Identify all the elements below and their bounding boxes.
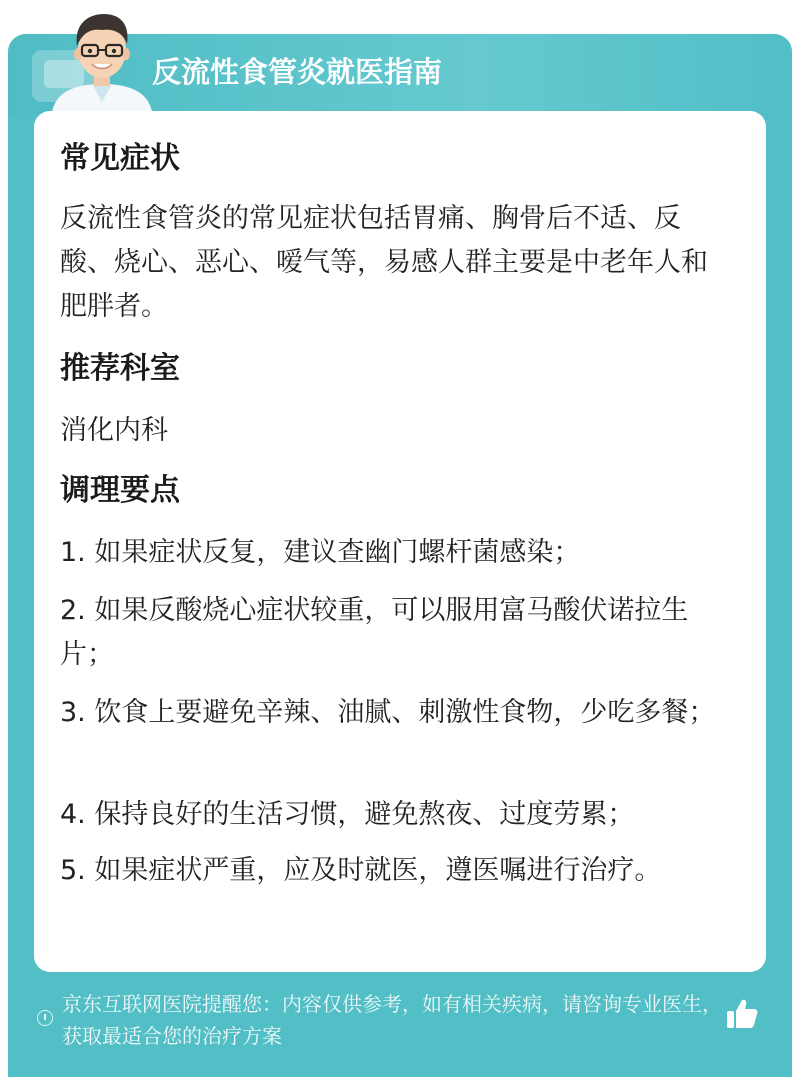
section-title-symptoms: 常见症状 (60, 141, 180, 176)
page-title: 反流性食管炎就医指南 (152, 55, 443, 89)
doctor-avatar-icon (44, 6, 160, 112)
symptoms-text: 反流性食管炎的常见症状包括胃痛、胸骨后不适、反酸、烧心、恶心、嗳气等，易感人群主要是中老年人和肥胖者。 (60, 203, 708, 322)
content-card (34, 111, 766, 972)
list-item: 5. 如果症状严重，应及时就医，遵医嘱进行治疗。 (60, 855, 662, 886)
info-icon (37, 1010, 53, 1026)
list-item: 3. 饮食上要避免辛辣、油腻、刺激性食物，少吃多餐； (60, 697, 716, 728)
department-text: 消化内科 (60, 415, 168, 446)
list-item: 4. 保持良好的生活习惯，避免熬夜、过度劳累； (60, 799, 635, 830)
list-item: 2. 如果反酸烧心症状较重，可以服用富马酸伏诺拉生片； (60, 595, 689, 670)
section-title-care: 调理要点 (60, 473, 180, 508)
list-item: 1. 如果症状反复，建议查幽门螺杆菌感染； (60, 537, 581, 568)
section-title-department: 推荐科室 (60, 351, 180, 386)
disclaimer-text: 京东互联网医院提醒您：内容仅供参考，如有相关疾病，请咨询专业医生，获取最适合您的治疗方案 (62, 992, 722, 1048)
thumbs-up-icon[interactable] (724, 996, 760, 1032)
